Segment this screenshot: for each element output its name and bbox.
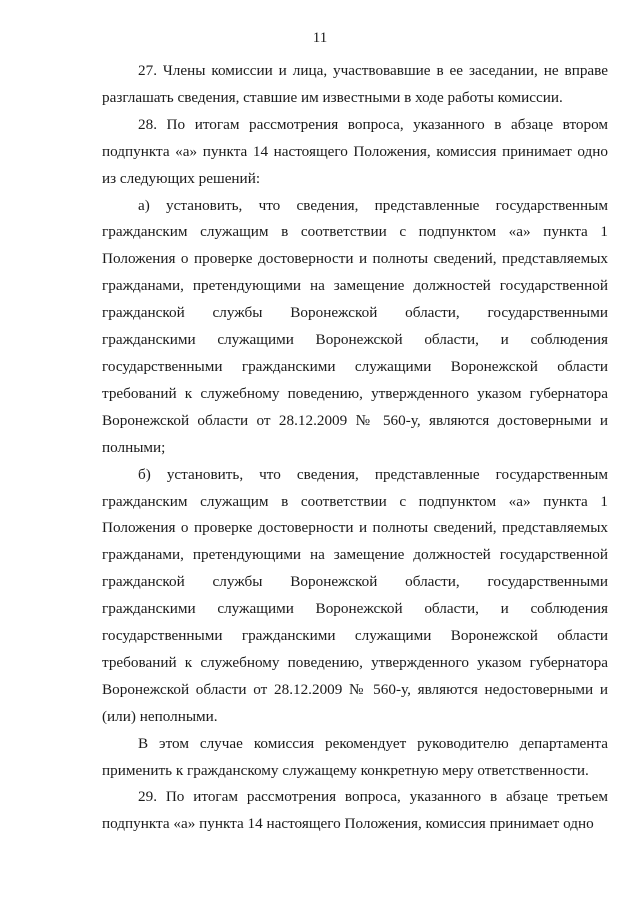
- paragraph-28: 28. По итогам рассмотрения вопроса, указанного в абзаце втором подпункта «а» пункта 14 настоящего Положения, комиссия принимает одно из следующих решений:: [102, 115, 608, 187]
- paragraph-28-b: б) установить, что сведения, представленные государственным гражданским служащим в соответствии с подпунктом «а» пункта 1 Положения о проверке достоверности и полноты сведений, представляемых гражданами, претендующими на замещение должностей государственной гражданской службы Воронежской области, государственными гражданскими служащими Воронежской области, и соблюдения государственными гражданскими служащими Воронежской области требований к служебному поведению, утвержденного указом губернатора Воронежской области от 28.12.2009 № 560-у, являются недостоверными и (или) неполными.: [102, 465, 608, 725]
- document-body: [102, 58, 608, 838]
- paragraph-28-a: а) установить, что сведения, представленные государственным гражданским служащим в соответствии с подпунктом «а» пункта 1 Положения о проверке достоверности и полноты сведений, представляемых гражданами, претендующими на замещение должностей государственной гражданской службы Воронежской области, государственными гражданскими служащими Воронежской области, и соблюдения государственными гражданскими служащими Воронежской области требований к служебному поведению, утвержденного указом губернатора Воронежской области от 28.12.2009 № 560-у, являются достоверными и полными;: [102, 196, 608, 456]
- paragraph-27: 27. Члены комиссии и лица, участвовавшие в ее заседании, не вправе разглашать сведения, ставшие им известными в ходе работы комиссии.: [102, 62, 608, 106]
- paragraph-29: 29. По итогам рассмотрения вопроса, указанного в абзаце третьем подпункта «а» пункта 14 настоящего Положения, комиссия принимает одно: [102, 788, 608, 833]
- paragraph-28-note: В этом случае комиссия рекомендует руководителю департамента применить к гражданскому служащему конкретную меру ответственности.: [102, 734, 608, 779]
- page-number: 11: [312, 30, 328, 46]
